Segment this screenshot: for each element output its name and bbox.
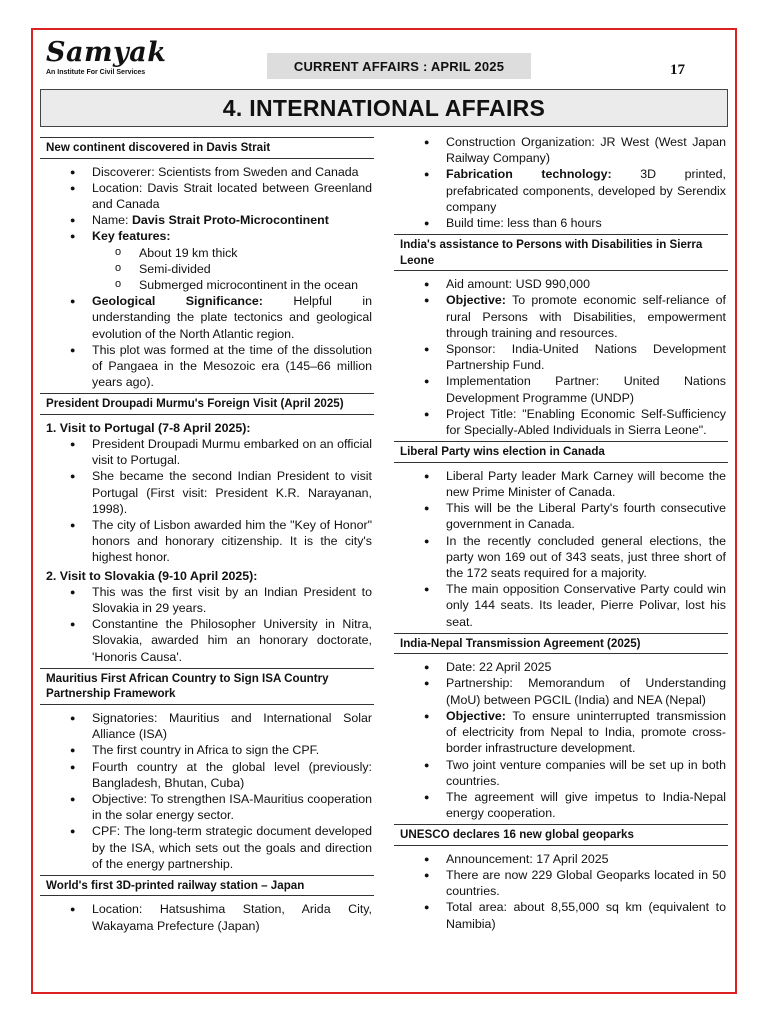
list-item: ● Liberal Party leader Mark Carney will become the new Prime Minister of Canada. bbox=[394, 468, 728, 500]
section-title: UNESCO declares 16 new global geoparks bbox=[394, 824, 728, 846]
list-item: ● She became the second Indian President to visit Portugal (First visit: President K.R. Narayanan, 1998). bbox=[40, 468, 374, 517]
page-number: 17 bbox=[670, 62, 685, 78]
item-value: Davis Strait Proto-Microcontinent bbox=[131, 213, 329, 228]
item-label: Objective: bbox=[446, 708, 506, 723]
item-label: Objective: bbox=[446, 293, 506, 308]
chapter-title: 4. INTERNATIONAL AFFAIRS bbox=[40, 89, 728, 127]
list-item: ● CPF: The long-term strategic document developed by the ISA, which sets out the goals and direction of the energy partnership. bbox=[40, 823, 374, 872]
section-title: President Droupadi Murmu's Foreign Visit (April 2025) bbox=[40, 393, 374, 415]
list-item: ● Constantine the Philosopher University in Nitra, Slovakia, awarded him an honorary doctorate, 'Honoris Causa'. bbox=[40, 616, 374, 665]
list-item: ● Sponsor: India-United Nations Development Partnership Fund. bbox=[394, 341, 728, 373]
bullet-list bbox=[40, 901, 374, 933]
item-label: Fabrication technology: bbox=[446, 167, 612, 182]
list-item: ● Signatories: Mauritius and International Solar Alliance (ISA) bbox=[40, 710, 374, 742]
logo bbox=[46, 38, 166, 76]
list-item bbox=[394, 708, 728, 757]
list-item: ● This was the first visit by an Indian President to Slovakia in 29 years. bbox=[40, 584, 374, 616]
section-title: World's first 3D-printed railway station – Japan bbox=[40, 875, 374, 897]
bullet-list bbox=[40, 710, 374, 872]
sub-list-item: o Semi-divided bbox=[40, 261, 374, 277]
bullet-list bbox=[394, 659, 728, 821]
list-item: ● President Droupadi Murmu embarked on an official visit to Portugal. bbox=[40, 436, 374, 468]
bullet-list bbox=[40, 584, 374, 665]
list-item: ● Implementation Partner: United Nations Development Programme (UNDP) bbox=[394, 373, 728, 405]
item-text: To ensure uninterrupted transmission of electricity from Nepal to India, promote cross-border infrastructure development. bbox=[446, 708, 726, 756]
list-item: ● The city of Lisbon awarded him the "Key of Honor" honors and honorary citizenship. It is the city's highest honor. bbox=[40, 517, 374, 566]
list-item bbox=[40, 293, 374, 342]
list-item: ● There are now 229 Global Geoparks located in 50 countries. bbox=[394, 867, 728, 899]
subheading: 2. Visit to Slovakia (9-10 April 2025): bbox=[46, 568, 258, 583]
logo-name: Samyak bbox=[46, 37, 167, 68]
sub-list-item: o Submerged microcontinent in the ocean bbox=[40, 277, 374, 293]
list-item bbox=[40, 180, 374, 212]
section-title: India's assistance to Persons with Disabilities in Sierra Leone bbox=[394, 234, 728, 271]
list-item: ● This will be the Liberal Party's fourth consecutive government in Canada. bbox=[394, 500, 728, 532]
section-title: New continent discovered in Davis Strait bbox=[40, 137, 374, 159]
logo-tagline: An Institute For Civil Services bbox=[46, 69, 146, 76]
list-item: ● Objective: To strengthen ISA-Mauritius cooperation in the solar energy sector. bbox=[40, 791, 374, 823]
section-title: Mauritius First African Country to Sign ISA Country Partnership Framework bbox=[40, 668, 374, 705]
item-text: To promote economic self-reliance of rural Persons with Disabilities, empowerment through training and resources. bbox=[446, 293, 726, 340]
subheading: 1. Visit to Portugal (7-8 April 2025): bbox=[46, 420, 251, 435]
list-item bbox=[40, 228, 374, 244]
item-label: Name: bbox=[92, 213, 132, 228]
list-item: ● Two joint venture companies will be set up in both countries. bbox=[394, 757, 728, 789]
list-item bbox=[394, 292, 728, 341]
list-item: ● Date: 22 April 2025 bbox=[394, 659, 728, 675]
header-title: CURRENT AFFAIRS : APRIL 2025 bbox=[267, 53, 531, 79]
list-item: ● The main opposition Conservative Party could win only 144 seats. Its leader, Pierre Polivar, lost his seat. bbox=[394, 581, 728, 630]
item-text: 3D printed, prefabricated components, developed by Serendix company bbox=[446, 167, 726, 214]
list-item: ● Construction Organization: JR West (West Japan Railway Company) bbox=[394, 134, 728, 166]
list-item: ● Fourth country at the global level (previously: Bangladesh, Bhutan, Cuba) bbox=[40, 759, 374, 791]
item-text: Helpful in understanding the plate tectonics and geological evolution of the North Atlantic region. bbox=[92, 294, 372, 341]
right-column bbox=[394, 134, 728, 932]
list-item: ● In the recently concluded general elections, the party won 169 out of 343 seats, just three short of the 172 seats required for a majority. bbox=[394, 533, 728, 582]
list-item: ● Build time: less than 6 hours bbox=[394, 215, 728, 231]
section-title: India-Nepal Transmission Agreement (2025) bbox=[394, 633, 728, 655]
item-label: Key features: bbox=[92, 229, 171, 244]
list-item: ● Total area: about 8,55,000 sq km (equivalent to Namibia) bbox=[394, 899, 728, 931]
list-item: ● Discoverer: Scientists from Sweden and Canada bbox=[40, 164, 374, 180]
list-item: ● Aid amount: USD 990,000 bbox=[394, 276, 728, 292]
list-item: ● This plot was formed at the time of the dissolution of Pangaea in the Mesozoic era (145–66 million years ago). bbox=[40, 342, 374, 391]
list-item: ● The agreement will give impetus to India-Nepal energy cooperation. bbox=[394, 789, 728, 821]
section-title: Liberal Party wins election in Canada bbox=[394, 441, 728, 463]
item-label: Geological Significance: bbox=[92, 294, 263, 309]
list-item bbox=[394, 166, 728, 215]
sub-list-item: o About 19 km thick bbox=[40, 245, 374, 261]
item-text: Location: Davis Strait located between Greenland and Canada bbox=[92, 180, 372, 211]
list-item: ● Location: Hatsushima Station, Arida City, Wakayama Prefecture (Japan) bbox=[40, 901, 374, 933]
bullet-list bbox=[394, 851, 728, 932]
bullet-list bbox=[40, 436, 374, 566]
bullet-list bbox=[394, 276, 728, 438]
bullet-list bbox=[394, 468, 728, 630]
list-item: ● Project Title: "Enabling Economic Self-Sufficiency for Specially-Abled Individuals in Sierra Leone". bbox=[394, 406, 728, 438]
list-item: ● The first country in Africa to sign the CPF. bbox=[40, 742, 374, 758]
left-column bbox=[40, 134, 374, 934]
bullet-list bbox=[394, 134, 728, 231]
bullet-list bbox=[40, 164, 374, 391]
list-item: ● Announcement: 17 April 2025 bbox=[394, 851, 728, 867]
list-item bbox=[40, 212, 374, 228]
list-item: ● Partnership: Memorandum of Understanding (MoU) between PGCIL (India) and NEA (Nepal) bbox=[394, 675, 728, 707]
